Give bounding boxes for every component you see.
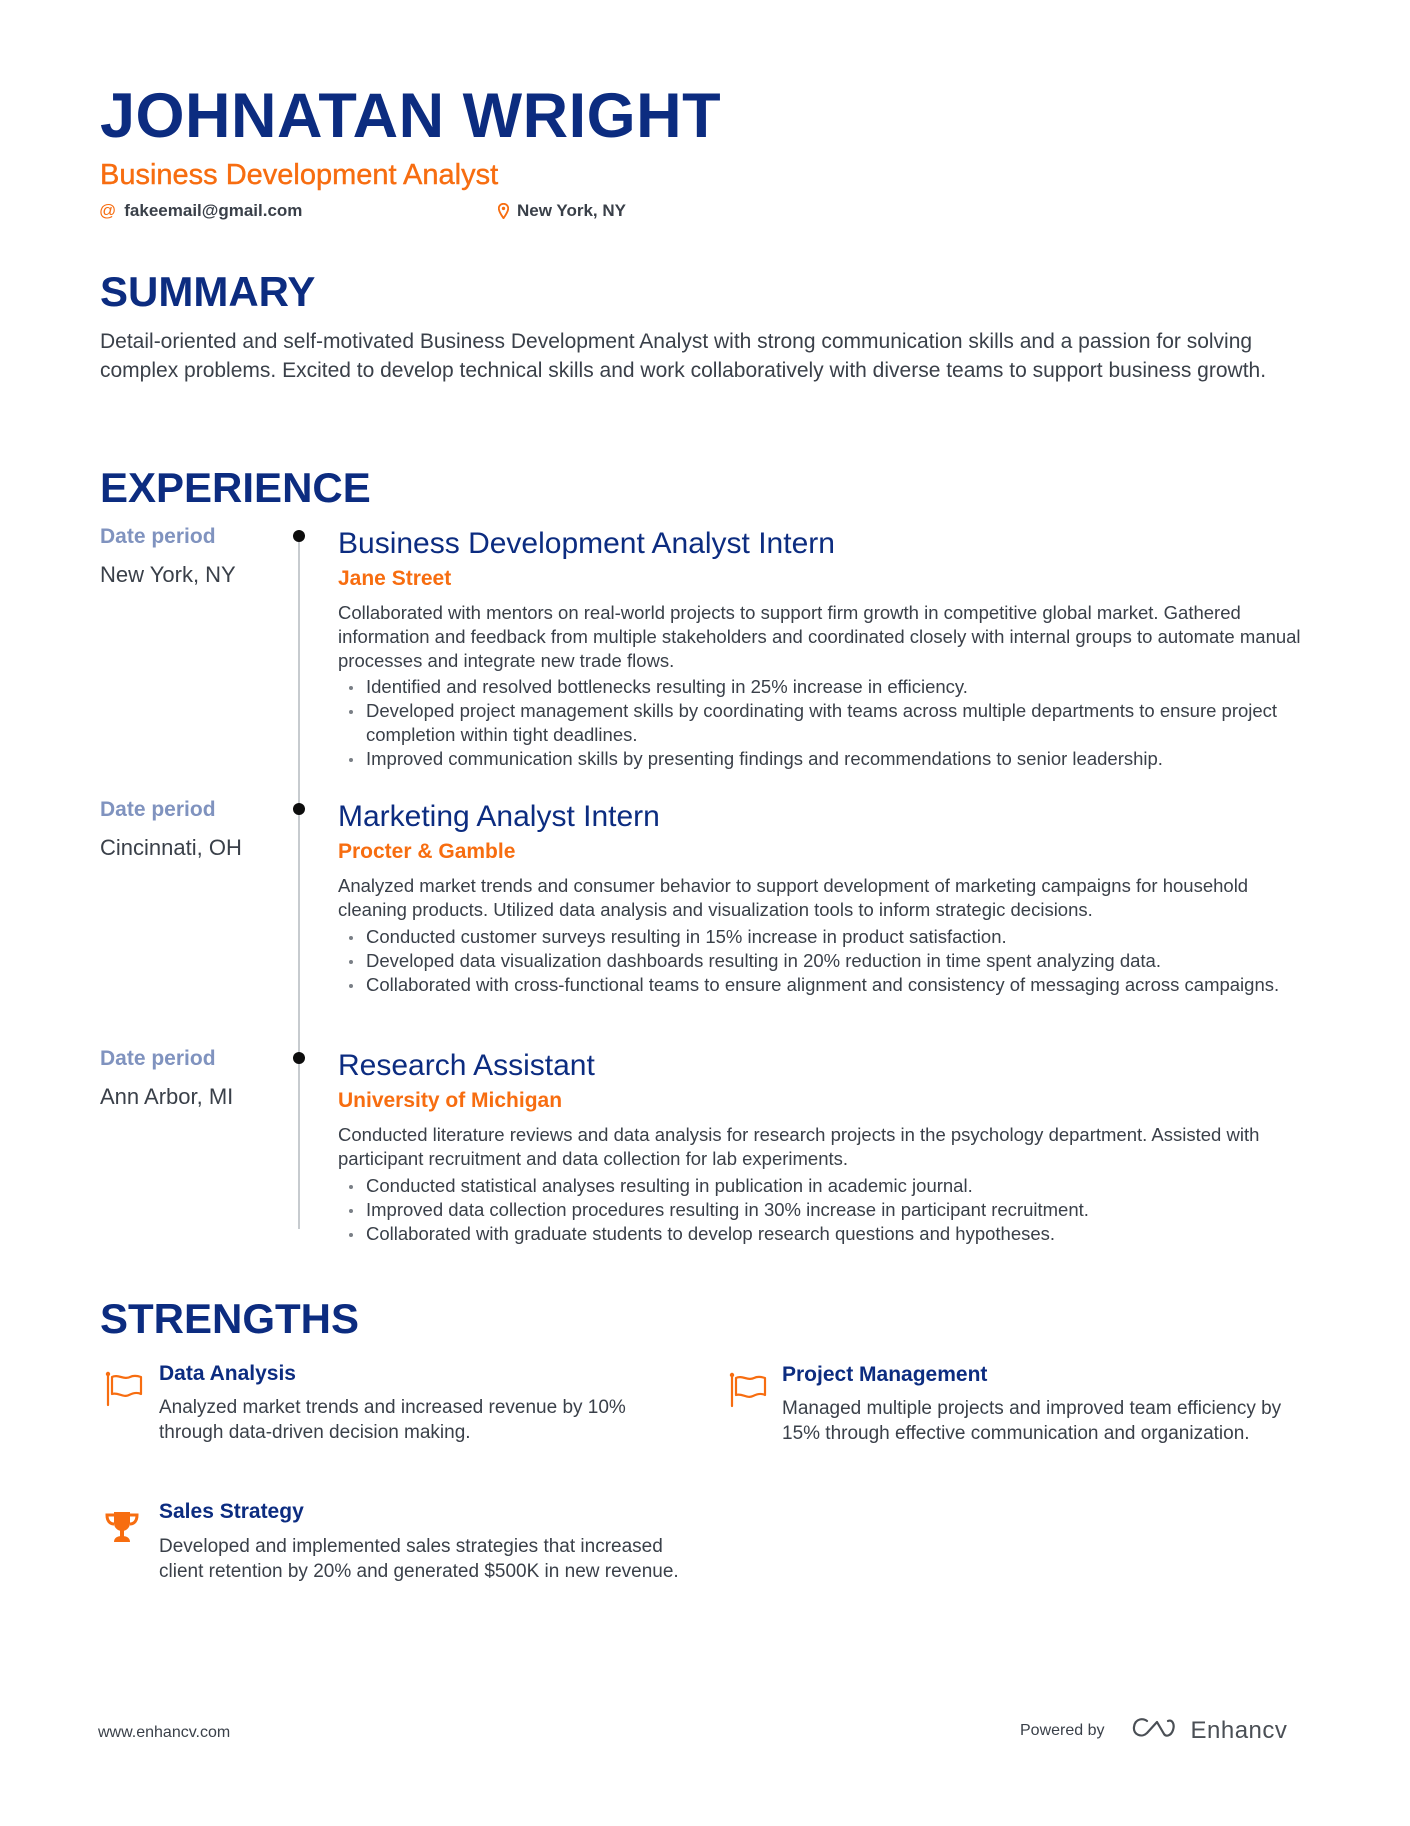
email-text: fakeemail@gmail.com xyxy=(124,201,303,220)
exp-description: Conducted literature reviews and data analysis for research projects in the psychology department. Assisted with participant recruitment and data collection for lab experiments. xyxy=(338,1124,1260,1169)
exp-location: Cincinnati, OH xyxy=(100,835,242,860)
summary-text: Detail-oriented and self-motivated Business Development Analyst with strong communication skills and a passion for solving complex problems. Excited to develop technical skills and work collaboratively with diverse teams to support business growth. xyxy=(100,330,1267,382)
exp-description: Analyzed market trends and consumer behavior to support development of marketing campaigns for household cleaning products. Utilized data analysis and visualization tools to inform strategic decisions. xyxy=(338,875,1249,920)
enhancv-brand-name: Enhancv xyxy=(1190,1716,1288,1744)
exp-title: Business Development Analyst Intern xyxy=(338,527,835,560)
exp-title: Marketing Analyst Intern xyxy=(338,800,660,833)
contact-location xyxy=(498,199,626,223)
footer-powered-by[interactable] xyxy=(1020,1716,1287,1745)
exp-bullet: Developed data visualization dashboards resulting in 20% reduction in time spent analyzing data. xyxy=(338,949,1308,973)
exp-bullets xyxy=(338,1174,1308,1246)
contact-email[interactable] xyxy=(99,199,302,223)
footer-website-link[interactable]: www.enhancv.com xyxy=(98,1724,231,1741)
exp-description: Collaborated with mentors on real-world projects to support firm growth in competitive global market. Gathered information and feedback from multiple stakeholders and coordinated closely with internal groups to automate manual processes and integrate new trade flows. xyxy=(338,602,1301,671)
exp-date: Date period xyxy=(100,1047,216,1070)
enhancv-logo-icon xyxy=(1131,1716,1177,1745)
map-pin-icon xyxy=(498,203,509,219)
powered-by-label: Powered by xyxy=(1020,1721,1105,1739)
exp-bullet: Collaborated with cross-functional teams to ensure alignment and consistency of messaging across campaigns. xyxy=(338,973,1308,997)
timeline-dot xyxy=(293,530,305,542)
strength-title: Project Management xyxy=(782,1363,988,1386)
exp-bullet: Conducted statistical analyses resulting in publication in academic journal. xyxy=(338,1174,1308,1198)
trophy-icon xyxy=(104,1510,144,1546)
exp-bullet: Identified and resolved bottlenecks resulting in 25% increase in efficiency. xyxy=(338,675,1308,699)
exp-date: Date period xyxy=(100,525,216,548)
exp-bullet: Improved data collection procedures resulting in 30% increase in participant recruitment. xyxy=(338,1198,1308,1222)
exp-location: Ann Arbor, MI xyxy=(100,1084,234,1109)
exp-title: Research Assistant xyxy=(338,1049,595,1082)
exp-location: New York, NY xyxy=(100,562,236,587)
flag-icon xyxy=(728,1372,768,1408)
timeline-dot xyxy=(293,1052,305,1064)
strength-description: Developed and implemented sales strategies that increased client retention by 20% and generated $500K in new revenue. xyxy=(159,1536,679,1582)
exp-bullet: Developed project management skills by coordinating with teams across multiple departments to ensure project completion within tight deadlines. xyxy=(338,699,1308,747)
strength-description: Managed multiple projects and improved team efficiency by 15% through effective communication and organization. xyxy=(782,1398,1282,1444)
timeline-dot xyxy=(293,803,305,815)
exp-company: Procter & Gamble xyxy=(338,840,516,863)
exp-bullets xyxy=(338,925,1308,997)
strength-description: Analyzed market trends and increased revenue by 10% through data-driven decision making. xyxy=(159,1397,626,1443)
exp-company: Jane Street xyxy=(338,567,452,590)
exp-bullet: Collaborated with graduate students to develop research questions and hypotheses. xyxy=(338,1222,1308,1246)
experience-heading: EXPERIENCE xyxy=(100,464,371,511)
candidate-name: JOHNATAN WRIGHT xyxy=(100,81,722,151)
exp-bullets xyxy=(338,675,1308,771)
strengths-heading: STRENGTHS xyxy=(100,1295,360,1342)
exp-date: Date period xyxy=(100,798,216,821)
summary-heading: SUMMARY xyxy=(100,268,316,315)
candidate-title: Business Development Analyst xyxy=(100,159,499,191)
flag-icon xyxy=(104,1371,144,1407)
exp-company: University of Michigan xyxy=(338,1089,563,1112)
strength-title: Sales Strategy xyxy=(159,1500,304,1523)
strength-title: Data Analysis xyxy=(159,1362,296,1385)
location-text: New York, NY xyxy=(517,201,626,220)
exp-bullet: Improved communication skills by presenting findings and recommendations to senior leadership. xyxy=(338,747,1308,771)
timeline-line xyxy=(298,541,300,1229)
exp-bullet: Conducted customer surveys resulting in 15% increase in product satisfaction. xyxy=(338,925,1308,949)
at-icon: @ xyxy=(99,201,117,220)
